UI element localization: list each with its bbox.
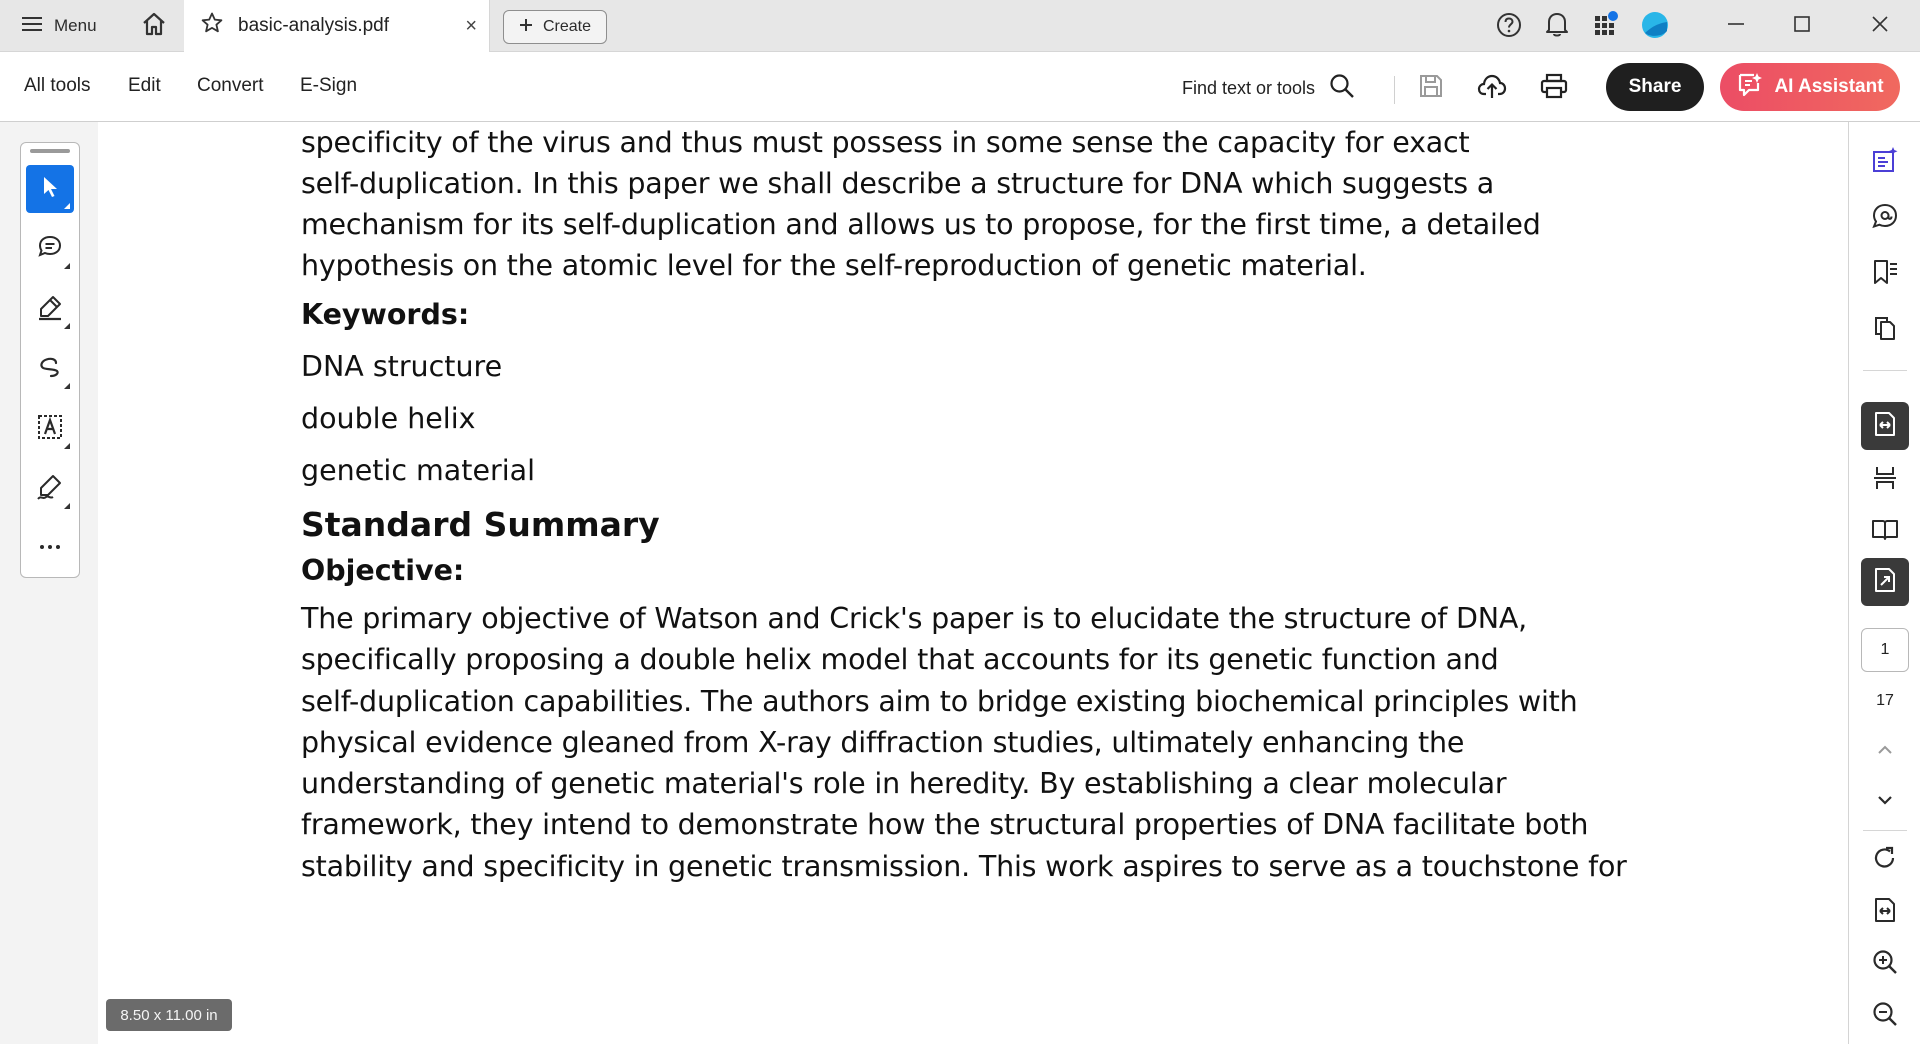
more-horizontal-icon [38, 538, 62, 556]
tab-close-icon[interactable]: × [465, 15, 477, 37]
print-button[interactable] [1536, 70, 1572, 106]
close-icon [1871, 15, 1889, 38]
fit-width-icon [1872, 896, 1898, 929]
close-window-button[interactable] [1856, 10, 1904, 42]
text-box-icon [36, 413, 64, 446]
zoom-out-button[interactable] [1861, 992, 1909, 1040]
comment-at-icon [1871, 202, 1899, 235]
page-break-icon [1871, 464, 1899, 497]
copy-pages-icon [1871, 314, 1899, 347]
ai-assistant-label: AI Assistant [1774, 76, 1884, 97]
all-tools-menu[interactable]: All tools [24, 75, 91, 96]
find-tools-search[interactable] [1182, 70, 1355, 106]
text-line: framework, they intend to demonstrate how the structural properties of DNA facilitate both [301, 808, 1589, 842]
page-break-button[interactable] [1861, 456, 1909, 504]
tab-title: basic-analysis.pdf [238, 15, 390, 36]
comment-tool[interactable] [26, 225, 74, 273]
find-label: Find text or tools [1182, 77, 1316, 98]
minimize-button[interactable] [1712, 10, 1760, 42]
text-line: mechanism for its self-duplication and allows us to propose, for the first time, a detailed [301, 208, 1541, 241]
apps-grid-icon [1593, 10, 1621, 43]
scroll-mode-button[interactable] [1861, 402, 1909, 450]
rotate-button[interactable] [1861, 836, 1909, 884]
comments-panel-button[interactable] [1861, 194, 1909, 242]
apps-button[interactable] [1592, 11, 1622, 41]
plus-icon [519, 18, 533, 37]
printer-icon [1539, 72, 1569, 105]
text-box-tool[interactable] [26, 405, 74, 453]
text-line: stability and specificity in genetic transmission. This work aspires to serve as a touchstone for [301, 849, 1627, 883]
page-thumbnails-button[interactable] [1861, 306, 1909, 354]
ai-generate-button[interactable] [1861, 138, 1909, 186]
text-line: understanding of genetic material's role in heredity. By establishing a clear molecular [301, 767, 1507, 801]
star-icon[interactable] [200, 11, 224, 41]
page-display-button[interactable] [1861, 558, 1909, 606]
text-line: specificity of the virus and thus must possess in some sense the capacity for exact [301, 126, 1470, 159]
text-line: hypothesis on the atomic level for the self-reproduction of genetic material. [301, 249, 1367, 282]
comment-icon [36, 233, 64, 266]
highlight-tool[interactable] [26, 285, 74, 333]
menu-label: Menu [54, 16, 97, 35]
minimize-icon [1727, 15, 1745, 38]
zoom-out-icon [1871, 1000, 1899, 1033]
bookmarks-button[interactable] [1861, 250, 1909, 298]
ai-assistant-icon [1736, 71, 1764, 103]
edit-menu[interactable]: Edit [128, 75, 161, 96]
zoom-in-button[interactable] [1861, 940, 1909, 988]
profile-button[interactable] [1640, 12, 1670, 42]
document-view-icon [1872, 566, 1898, 599]
share-button[interactable]: Share [1606, 63, 1704, 111]
right-rail [1848, 122, 1920, 1044]
zoom-in-icon [1871, 948, 1899, 981]
fit-page-button[interactable] [1861, 888, 1909, 936]
help-icon [1496, 12, 1522, 43]
document-tab[interactable] [184, 0, 490, 52]
create-button[interactable] [503, 10, 607, 44]
text-line: The primary objective of Watson and Crick's paper is to elucidate the structure of DNA, [301, 602, 1527, 635]
document-page [98, 122, 1848, 1044]
text-line: self-duplication capabilities. The authors aim to bridge existing biochemical principles with [301, 684, 1578, 718]
tool-options-indicator [64, 503, 70, 509]
maximize-icon [1793, 15, 1811, 38]
text-line: physical evidence gleaned from X-ray diffraction studies, ultimately enhancing the [301, 725, 1465, 759]
home-icon [141, 12, 167, 41]
rail-divider [1863, 830, 1907, 831]
chevron-up-icon [1876, 743, 1894, 761]
document-body [301, 122, 1701, 887]
draw-tool[interactable] [26, 345, 74, 393]
convert-menu[interactable]: Convert [197, 75, 264, 96]
upload-button[interactable] [1474, 70, 1510, 106]
tool-options-indicator [64, 323, 70, 329]
text-line: self-duplication. In this paper we shall describe a structure for DNA which suggests a [301, 167, 1495, 200]
quick-tools-panel [20, 142, 80, 578]
save-icon [1418, 73, 1444, 104]
title-bar [0, 0, 1920, 52]
previous-page-button[interactable] [1861, 728, 1909, 776]
two-page-view-button[interactable] [1861, 508, 1909, 556]
help-button[interactable] [1494, 12, 1524, 42]
current-page-input[interactable]: 1 [1861, 628, 1909, 672]
tool-options-indicator [64, 443, 70, 449]
sign-tool[interactable] [26, 465, 74, 513]
notifications-button[interactable] [1542, 11, 1572, 41]
create-label: Create [542, 18, 592, 35]
bookmark-icon [1871, 258, 1899, 291]
ai-assistant-button[interactable] [1720, 63, 1900, 111]
total-pages-label: 17 [1876, 692, 1894, 709]
hamburger-icon [22, 16, 42, 37]
menu-button[interactable] [14, 10, 105, 42]
save-button[interactable] [1413, 70, 1449, 106]
tool-options-indicator [64, 383, 70, 389]
main-toolbar [0, 52, 1920, 122]
keywords-heading: Keywords: [301, 298, 470, 331]
next-page-button[interactable] [1861, 778, 1909, 826]
tool-options-indicator [64, 263, 70, 269]
cloud-upload-icon [1477, 72, 1507, 105]
page-size-badge: 8.50 x 11.00 in [106, 999, 232, 1031]
esign-menu[interactable]: E-Sign [300, 75, 358, 96]
ai-document-icon [1871, 146, 1899, 179]
freehand-draw-icon [36, 353, 64, 386]
open-book-icon [1870, 517, 1900, 548]
section-title: Standard Summary [301, 505, 660, 544]
more-tools-button[interactable] [26, 523, 74, 571]
cursor-arrow-icon [39, 175, 61, 204]
intro-paragraph [301, 122, 1701, 286]
rotate-icon [1871, 844, 1899, 877]
keyword-item: double helix [301, 402, 476, 435]
page-fit-icon [1872, 410, 1898, 443]
toolbar-divider [1394, 76, 1395, 104]
home-button[interactable] [136, 10, 172, 42]
search-icon [1329, 73, 1355, 104]
signature-pen-icon [35, 473, 65, 506]
objective-heading: Objective: [301, 554, 465, 587]
highlighter-pen-icon [36, 293, 64, 326]
maximize-button[interactable] [1778, 10, 1826, 42]
text-line: specifically proposing a double helix model that accounts for its genetic function and [301, 643, 1499, 677]
keyword-item: DNA structure [301, 350, 503, 383]
objective-paragraph [301, 598, 1701, 887]
chevron-down-icon [1876, 793, 1894, 811]
select-tool[interactable] [26, 165, 74, 213]
keyword-item: genetic material [301, 454, 535, 487]
bell-icon [1544, 10, 1570, 43]
avatar [1641, 11, 1669, 44]
rail-divider [1863, 370, 1907, 371]
tool-options-indicator [64, 203, 70, 209]
panel-drag-handle[interactable] [30, 149, 70, 153]
